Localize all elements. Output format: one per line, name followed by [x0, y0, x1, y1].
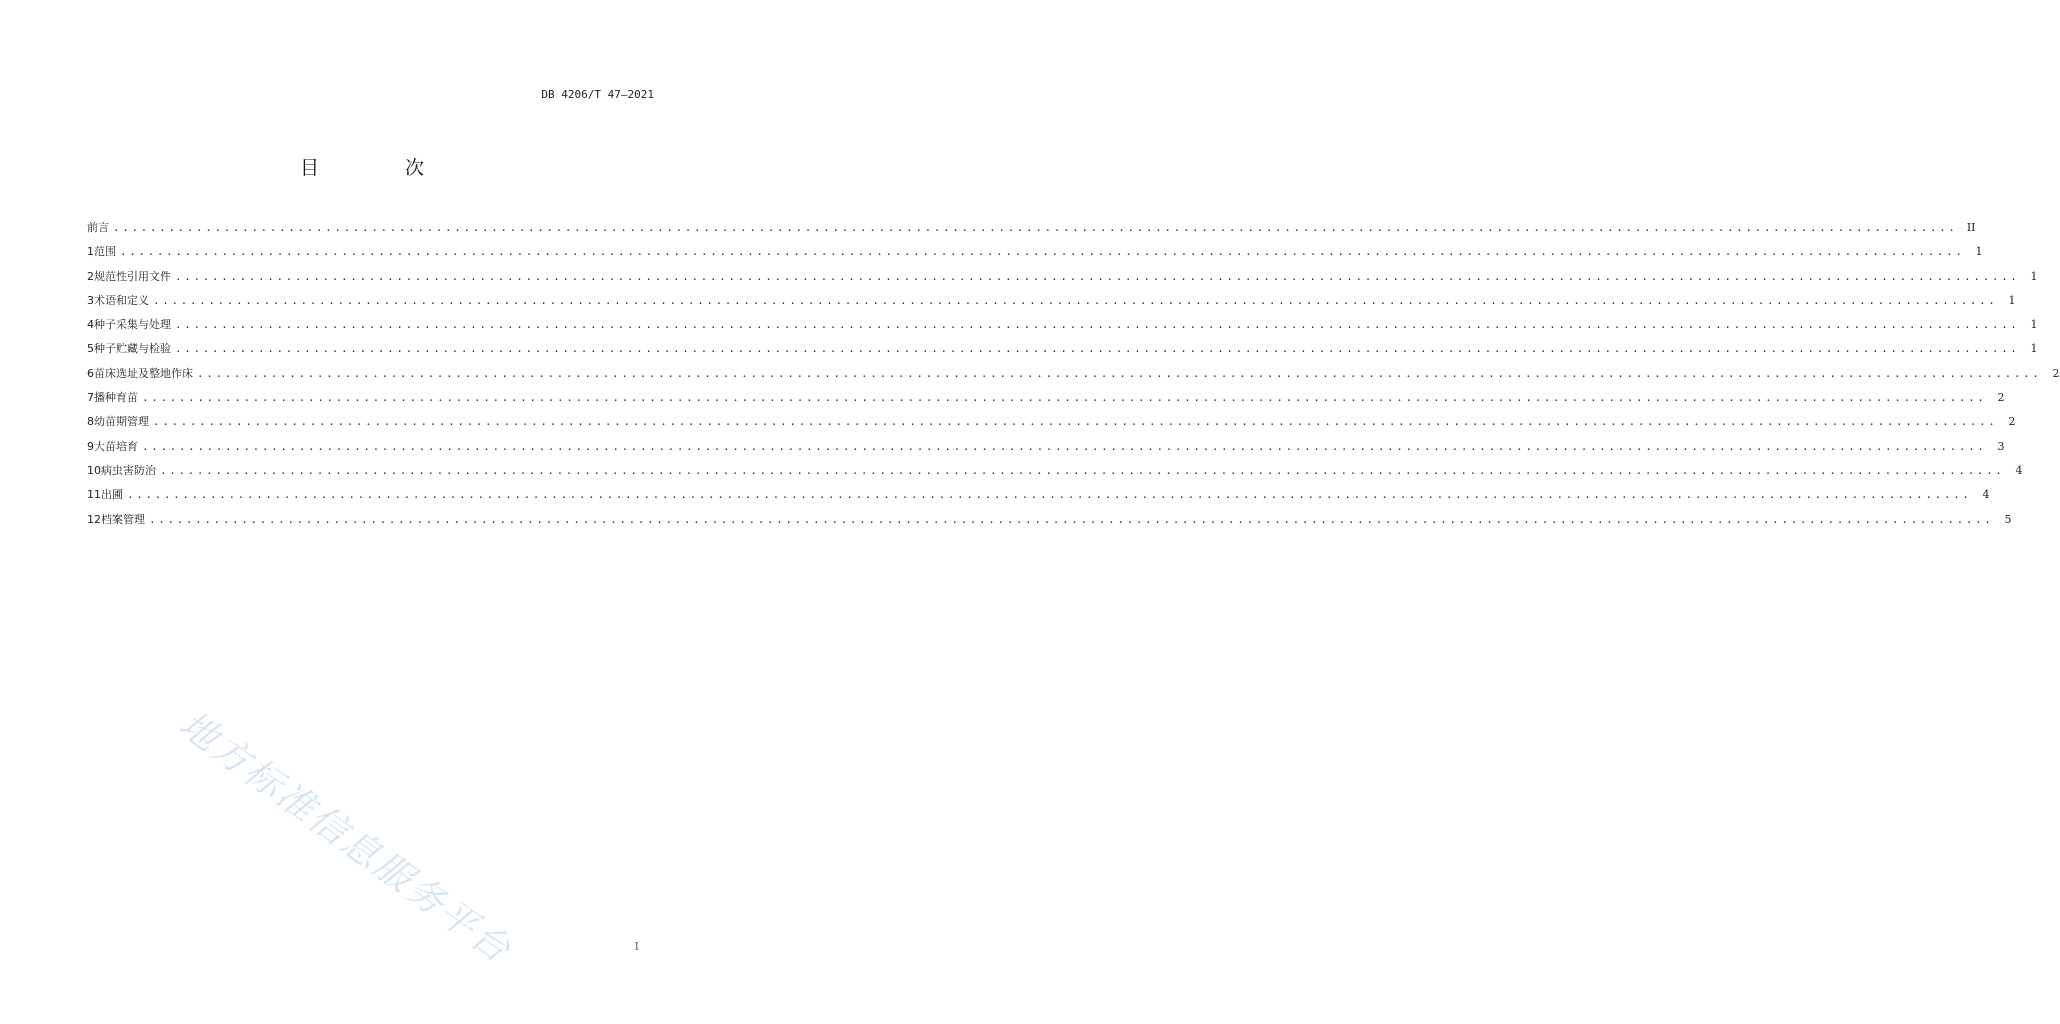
toc-entry-label: 种子采集与处理 [94, 318, 171, 332]
toc-entry[interactable] [87, 219, 1976, 243]
toc-leader-dots: ........................................................................................................................................................................................................ [142, 391, 1987, 405]
toc-entry[interactable] [87, 438, 2005, 462]
toc-entry-number: 9 [87, 439, 94, 453]
toc-entry-label: 大苗培育 [94, 439, 138, 453]
toc-entry-number: 5 [87, 342, 94, 356]
toc-entry-label: 档案管理 [101, 512, 145, 526]
toc-entry-label: 种子贮藏与检验 [94, 342, 171, 356]
toc-entry-page: 2 [2052, 366, 2060, 380]
toc-entry-page: 1 [1975, 245, 1983, 259]
toc-entry-number: 3 [87, 293, 94, 307]
toc-entry-page: 5 [2004, 512, 2012, 526]
toc-entry-label: 苗床选址及整地作床 [94, 366, 193, 380]
toc-leader-dots: ........................................................................................................................................................................................................ [153, 293, 1998, 307]
toc-entry-label: 规范性引用文件 [94, 269, 171, 283]
toc-leader-dots: ........................................................................................................................................................................................................ [175, 318, 2020, 332]
toc-entry-label: 术语和定义 [94, 293, 149, 307]
toc-leader-dots: ........................................................................................................................................................................................................ [153, 415, 1998, 429]
toc-entry-number: 6 [87, 366, 94, 380]
toc-entry[interactable] [87, 486, 1990, 510]
toc-entry-page: 1 [2008, 293, 2016, 307]
toc-leader-dots: ........................................................................................................................................................................................................ [120, 245, 1965, 259]
toc-entry[interactable] [87, 340, 2038, 364]
watermark: 地方标准信息服务平台 [171, 702, 521, 973]
toc-entry[interactable] [87, 511, 2012, 535]
toc-entry-page: 3 [1997, 439, 2005, 453]
toc-entry-number: 10 [87, 463, 101, 477]
toc-entry-number: 12 [87, 512, 101, 526]
toc-leader-dots: ........................................................................................................................................................................................................ [113, 221, 1958, 234]
toc-entry-label: 病虫害防治 [101, 463, 156, 477]
toc-entry-number: 2 [87, 269, 94, 283]
table-of-contents [87, 219, 2060, 535]
toc-entry[interactable] [87, 292, 2016, 316]
toc-entry-page: 2 [1997, 391, 2005, 405]
toc-entry-number: 7 [87, 391, 94, 405]
toc-entry-page: 1 [2030, 269, 2038, 283]
toc-entry[interactable] [87, 365, 2060, 389]
standard-code: DB 4206/T 47—2021 [541, 88, 654, 101]
toc-leader-dots: ........................................................................................................................................................................................................ [149, 512, 1994, 526]
toc-entry-label: 播种育苗 [94, 391, 138, 405]
toc-leader-dots: ........................................................................................................................................................................................................ [175, 342, 2020, 356]
toc-entry-page: 1 [2030, 342, 2038, 356]
toc-entry-label: 前言 [87, 221, 109, 234]
toc-entry[interactable] [87, 389, 2005, 413]
toc-leader-dots: ........................................................................................................................................................................................................ [197, 366, 2042, 380]
toc-leader-dots: ........................................................................................................................................................................................................ [142, 439, 1987, 453]
toc-entry-label: 幼苗期管理 [94, 415, 149, 429]
toc-entry[interactable] [87, 268, 2038, 292]
toc-entry-number: 4 [87, 318, 94, 332]
toc-entry-label: 出圃 [101, 488, 123, 502]
toc-entry-label: 范围 [94, 245, 116, 259]
toc-entry[interactable] [87, 462, 2023, 486]
toc-entry-page: II [1966, 221, 1976, 234]
toc-entry-number: 11 [87, 488, 101, 502]
toc-leader-dots: ........................................................................................................................................................................................................ [127, 488, 1972, 502]
toc-entry-page: 1 [2030, 318, 2038, 332]
footer-page-number: I [634, 940, 639, 953]
toc-entry[interactable] [87, 316, 2038, 340]
toc-entry[interactable] [87, 413, 2016, 437]
toc-entry[interactable] [87, 243, 1983, 267]
toc-leader-dots: ........................................................................................................................................................................................................ [175, 269, 2020, 283]
toc-entry-page: 4 [1982, 488, 1990, 502]
toc-entry-page: 2 [2008, 415, 2016, 429]
toc-leader-dots: ........................................................................................................................................................................................................ [160, 463, 2005, 477]
toc-entry-number: 8 [87, 415, 94, 429]
toc-entry-number: 1 [87, 245, 94, 259]
page-title: 目 次 [299, 157, 465, 179]
toc-entry-page: 4 [2015, 463, 2023, 477]
